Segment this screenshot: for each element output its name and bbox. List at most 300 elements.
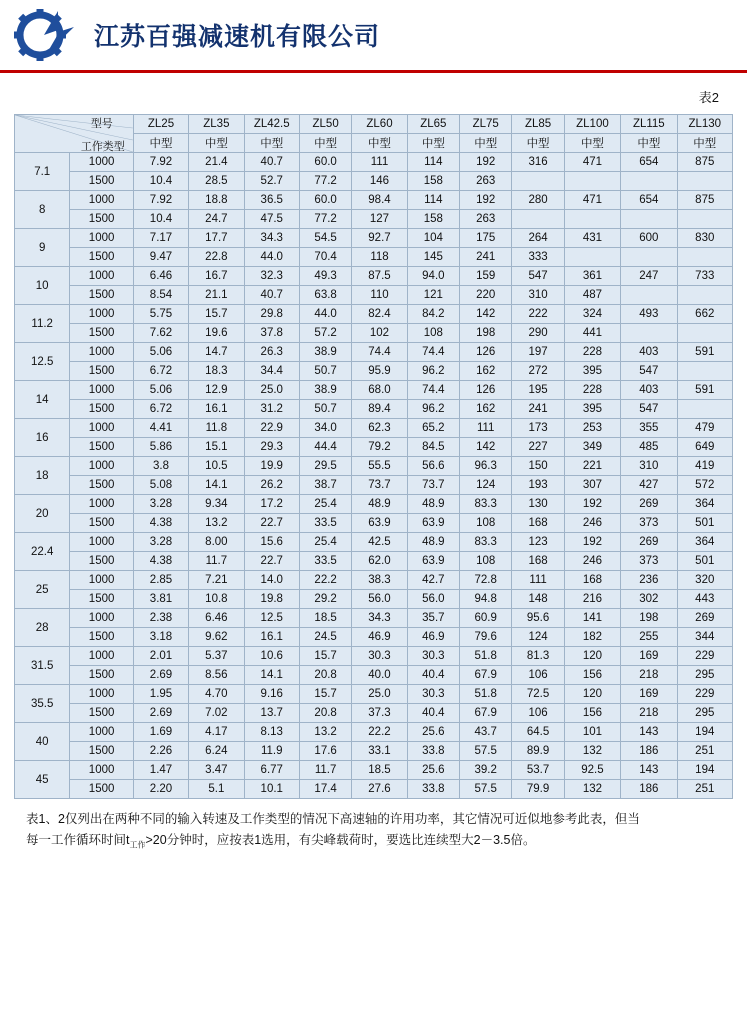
power-value-cell: 96.2 xyxy=(407,362,459,381)
table-container xyxy=(0,114,747,799)
power-value-cell: 220 xyxy=(460,286,512,305)
motor-speed-cell: 1500 xyxy=(70,590,133,609)
power-value-cell: 227 xyxy=(512,438,564,457)
power-value-cell: 46.9 xyxy=(407,628,459,647)
power-value-cell: 52.7 xyxy=(244,172,299,191)
power-value-cell: 53.7 xyxy=(512,761,564,780)
power-value-cell: 471 xyxy=(564,153,620,172)
power-value-cell: 395 xyxy=(564,400,620,419)
power-value-cell: 22.2 xyxy=(299,571,351,590)
power-value-cell: 443 xyxy=(677,590,732,609)
power-value-cell: 38.3 xyxy=(352,571,407,590)
table-row xyxy=(15,666,733,685)
power-value-cell: 173 xyxy=(512,419,564,438)
power-value-cell: 320 xyxy=(677,571,732,590)
power-value-cell: 11.7 xyxy=(189,552,244,571)
power-value-cell: 141 xyxy=(564,609,620,628)
power-value-cell: 221 xyxy=(564,457,620,476)
power-value-cell: 13.2 xyxy=(189,514,244,533)
power-value-cell: 2.38 xyxy=(133,609,188,628)
power-value-cell: 130 xyxy=(512,495,564,514)
power-value-cell: 8.54 xyxy=(133,286,188,305)
power-value-cell: 19.6 xyxy=(189,324,244,343)
power-value-cell: 5.1 xyxy=(189,780,244,799)
power-value-cell: 241 xyxy=(512,400,564,419)
power-value-cell xyxy=(564,172,620,191)
power-value-cell xyxy=(512,210,564,229)
motor-speed-cell: 1000 xyxy=(70,191,133,210)
power-value-cell xyxy=(677,172,732,191)
power-value-cell: 591 xyxy=(677,381,732,400)
power-value-cell: 272 xyxy=(512,362,564,381)
table-row xyxy=(15,476,733,495)
power-value-cell: 168 xyxy=(512,514,564,533)
power-value-cell: 14.1 xyxy=(244,666,299,685)
power-value-cell: 156 xyxy=(564,704,620,723)
power-value-cell: 17.6 xyxy=(299,742,351,761)
power-value-cell: 123 xyxy=(512,533,564,552)
power-value-cell: 42.7 xyxy=(407,571,459,590)
power-value-cell: 145 xyxy=(407,248,459,267)
table-row xyxy=(15,381,733,400)
power-value-cell: 108 xyxy=(407,324,459,343)
table-row xyxy=(15,438,733,457)
power-value-cell: 17.7 xyxy=(189,229,244,248)
motor-speed-cell: 1000 xyxy=(70,457,133,476)
power-value-cell: 26.2 xyxy=(244,476,299,495)
motor-speed-cell: 1500 xyxy=(70,552,133,571)
power-value-cell: 55.5 xyxy=(352,457,407,476)
power-value-cell: 479 xyxy=(677,419,732,438)
power-value-cell: 419 xyxy=(677,457,732,476)
page-header xyxy=(0,0,747,70)
motor-speed-cell: 1500 xyxy=(70,476,133,495)
power-value-cell: 25.4 xyxy=(299,533,351,552)
power-value-cell: 22.2 xyxy=(352,723,407,742)
power-value-cell: 21.4 xyxy=(189,153,244,172)
power-value-cell xyxy=(677,362,732,381)
power-value-cell: 15.7 xyxy=(299,647,351,666)
power-value-cell: 175 xyxy=(460,229,512,248)
table-row xyxy=(15,324,733,343)
power-value-cell: 2.85 xyxy=(133,571,188,590)
power-value-cell: 19.9 xyxy=(244,457,299,476)
power-value-cell: 34.0 xyxy=(299,419,351,438)
power-value-cell: 49.3 xyxy=(299,267,351,286)
power-value-cell: 269 xyxy=(621,533,677,552)
model-header: ZL25 xyxy=(133,115,188,134)
power-value-cell: 44.4 xyxy=(299,438,351,457)
motor-speed-cell: 1000 xyxy=(70,305,133,324)
power-value-cell: 101 xyxy=(564,723,620,742)
gear-star-logo xyxy=(14,9,80,61)
power-value-cell: 89.9 xyxy=(512,742,564,761)
power-value-cell: 38.9 xyxy=(299,381,351,400)
power-value-cell: 364 xyxy=(677,495,732,514)
power-value-cell: 169 xyxy=(621,685,677,704)
power-value-cell: 2.26 xyxy=(133,742,188,761)
power-value-cell: 40.7 xyxy=(244,286,299,305)
power-value-cell: 3.28 xyxy=(133,495,188,514)
work-type-header: 中型 xyxy=(621,134,677,153)
power-value-cell: 5.06 xyxy=(133,381,188,400)
power-value-cell: 280 xyxy=(512,191,564,210)
power-value-cell: 591 xyxy=(677,343,732,362)
power-value-cell: 40.4 xyxy=(407,704,459,723)
power-value-cell: 16.7 xyxy=(189,267,244,286)
power-value-cell: 67.9 xyxy=(460,666,512,685)
power-value-cell: 22.9 xyxy=(244,419,299,438)
power-value-cell: 12.9 xyxy=(189,381,244,400)
power-value-cell: 662 xyxy=(677,305,732,324)
model-header: ZL115 xyxy=(621,115,677,134)
power-value-cell: 159 xyxy=(460,267,512,286)
power-value-cell: 5.37 xyxy=(189,647,244,666)
work-type-header: 中型 xyxy=(564,134,620,153)
power-value-cell: 95.6 xyxy=(512,609,564,628)
power-value-cell: 44.0 xyxy=(244,248,299,267)
power-value-cell: 24.7 xyxy=(189,210,244,229)
power-value-cell: 333 xyxy=(512,248,564,267)
power-value-cell: 162 xyxy=(460,400,512,419)
motor-speed-cell: 1500 xyxy=(70,666,133,685)
motor-speed-cell: 1500 xyxy=(70,780,133,799)
power-value-cell: 290 xyxy=(512,324,564,343)
power-value-cell: 126 xyxy=(460,343,512,362)
power-value-cell: 60.0 xyxy=(299,191,351,210)
power-value-cell: 8.56 xyxy=(189,666,244,685)
power-value-cell: 355 xyxy=(621,419,677,438)
ratio-cell: 16 xyxy=(15,419,70,457)
power-value-cell: 6.46 xyxy=(189,609,244,628)
power-value-cell: 4.17 xyxy=(189,723,244,742)
power-value-cell: 143 xyxy=(621,761,677,780)
power-value-cell: 4.70 xyxy=(189,685,244,704)
model-header: ZL50 xyxy=(299,115,351,134)
power-value-cell: 46.9 xyxy=(352,628,407,647)
power-value-cell: 96.3 xyxy=(460,457,512,476)
power-value-cell: 255 xyxy=(621,628,677,647)
power-value-cell: 17.2 xyxy=(244,495,299,514)
power-value-cell: 10.5 xyxy=(189,457,244,476)
power-value-cell xyxy=(677,286,732,305)
model-header: ZL35 xyxy=(189,115,244,134)
power-value-cell: 57.2 xyxy=(299,324,351,343)
power-value-cell: 38.9 xyxy=(299,343,351,362)
power-value-cell: 251 xyxy=(677,780,732,799)
power-value-cell: 14.0 xyxy=(244,571,299,590)
power-value-cell: 50.7 xyxy=(299,400,351,419)
power-value-cell: 229 xyxy=(677,685,732,704)
motor-speed-cell: 1000 xyxy=(70,609,133,628)
power-value-cell: 198 xyxy=(460,324,512,343)
ratio-cell: 14 xyxy=(15,381,70,419)
power-value-cell: 57.5 xyxy=(460,780,512,799)
power-value-cell: 142 xyxy=(460,305,512,324)
power-value-cell: 547 xyxy=(512,267,564,286)
motor-speed-cell: 1000 xyxy=(70,419,133,438)
power-value-cell: 132 xyxy=(564,742,620,761)
power-value-cell: 269 xyxy=(621,495,677,514)
power-value-cell: 186 xyxy=(621,780,677,799)
power-value-cell: 81.3 xyxy=(512,647,564,666)
table-row xyxy=(15,533,733,552)
power-value-cell: 36.5 xyxy=(244,191,299,210)
power-value-cell: 94.0 xyxy=(407,267,459,286)
motor-speed-cell: 1500 xyxy=(70,172,133,191)
table-row xyxy=(15,742,733,761)
motor-speed-cell: 1000 xyxy=(70,153,133,172)
work-type-header: 中型 xyxy=(189,134,244,153)
power-value-cell: 34.3 xyxy=(352,609,407,628)
table-row xyxy=(15,552,733,571)
power-value-cell: 193 xyxy=(512,476,564,495)
power-value-cell: 1.47 xyxy=(133,761,188,780)
power-value-cell xyxy=(512,172,564,191)
table-body xyxy=(15,115,733,799)
power-value-cell: 7.02 xyxy=(189,704,244,723)
power-value-cell: 11.8 xyxy=(189,419,244,438)
table-row xyxy=(15,571,733,590)
power-value-cell: 68.0 xyxy=(352,381,407,400)
power-value-cell: 361 xyxy=(564,267,620,286)
power-value-cell: 10.1 xyxy=(244,780,299,799)
power-value-cell: 95.9 xyxy=(352,362,407,381)
power-value-cell: 102 xyxy=(352,324,407,343)
power-value-cell: 9.16 xyxy=(244,685,299,704)
power-value-cell: 25.6 xyxy=(407,723,459,742)
power-value-cell: 5.86 xyxy=(133,438,188,457)
power-value-cell: 72.8 xyxy=(460,571,512,590)
power-value-cell: 6.72 xyxy=(133,362,188,381)
power-value-cell: 114 xyxy=(407,153,459,172)
power-value-cell: 21.1 xyxy=(189,286,244,305)
power-value-cell: 120 xyxy=(564,647,620,666)
table-row xyxy=(15,153,733,172)
power-value-cell: 316 xyxy=(512,153,564,172)
power-value-cell: 441 xyxy=(564,324,620,343)
table-header-models xyxy=(15,115,733,134)
table-row xyxy=(15,704,733,723)
power-value-cell: 4.38 xyxy=(133,552,188,571)
power-value-cell: 10.6 xyxy=(244,647,299,666)
power-value-cell: 62.3 xyxy=(352,419,407,438)
power-value-cell: 51.8 xyxy=(460,685,512,704)
table-row xyxy=(15,590,733,609)
power-value-cell: 28.5 xyxy=(189,172,244,191)
power-value-cell: 246 xyxy=(564,552,620,571)
power-value-cell: 9.47 xyxy=(133,248,188,267)
power-value-cell: 2.01 xyxy=(133,647,188,666)
power-value-cell: 57.5 xyxy=(460,742,512,761)
table-row xyxy=(15,305,733,324)
power-value-cell: 111 xyxy=(352,153,407,172)
model-header: ZL100 xyxy=(564,115,620,134)
power-value-cell: 25.6 xyxy=(407,761,459,780)
ratio-cell: 28 xyxy=(15,609,70,647)
power-value-cell: 192 xyxy=(564,533,620,552)
power-value-cell: 33.5 xyxy=(299,552,351,571)
power-value-cell: 395 xyxy=(564,362,620,381)
power-value-cell: 228 xyxy=(564,343,620,362)
power-value-cell: 39.2 xyxy=(460,761,512,780)
power-value-cell: 37.8 xyxy=(244,324,299,343)
power-value-cell: 654 xyxy=(621,153,677,172)
model-header: ZL60 xyxy=(352,115,407,134)
power-value-cell: 236 xyxy=(621,571,677,590)
power-value-cell: 7.92 xyxy=(133,191,188,210)
footnote-line-1: 表1、2仅列出在两种不同的输入转速及工作类型的情况下高速轴的许用功率，其它情况可近似地参考此表，但当 xyxy=(26,812,640,826)
power-value-cell xyxy=(621,324,677,343)
work-type-header: 中型 xyxy=(352,134,407,153)
power-value-cell: 31.2 xyxy=(244,400,299,419)
ratio-cell: 10 xyxy=(15,267,70,305)
power-value-cell: 56.0 xyxy=(407,590,459,609)
power-value-cell: 222 xyxy=(512,305,564,324)
power-value-cell: 6.24 xyxy=(189,742,244,761)
power-value-cell: 269 xyxy=(677,609,732,628)
power-value-cell: 344 xyxy=(677,628,732,647)
power-value-cell: 114 xyxy=(407,191,459,210)
motor-speed-cell: 1000 xyxy=(70,343,133,362)
power-value-cell xyxy=(621,172,677,191)
power-value-cell: 7.21 xyxy=(189,571,244,590)
power-value-cell: 124 xyxy=(512,628,564,647)
corner-label-model: 型号 xyxy=(90,118,113,130)
power-value-cell: 471 xyxy=(564,191,620,210)
table-row xyxy=(15,609,733,628)
power-value-cell: 43.7 xyxy=(460,723,512,742)
power-value-cell xyxy=(621,286,677,305)
work-type-header: 中型 xyxy=(460,134,512,153)
power-value-cell: 4.41 xyxy=(133,419,188,438)
power-value-cell: 18.5 xyxy=(299,609,351,628)
power-value-cell: 32.3 xyxy=(244,267,299,286)
power-value-cell: 6.77 xyxy=(244,761,299,780)
power-value-cell: 403 xyxy=(621,381,677,400)
power-value-cell: 13.7 xyxy=(244,704,299,723)
power-value-cell: 33.8 xyxy=(407,742,459,761)
model-header: ZL130 xyxy=(677,115,732,134)
power-value-cell: 111 xyxy=(512,571,564,590)
power-value-cell: 42.5 xyxy=(352,533,407,552)
power-value-cell: 25.4 xyxy=(299,495,351,514)
model-header: ZL85 xyxy=(512,115,564,134)
power-value-cell: 127 xyxy=(352,210,407,229)
power-value-cell: 168 xyxy=(512,552,564,571)
motor-speed-cell: 1500 xyxy=(70,704,133,723)
power-value-cell: 142 xyxy=(460,438,512,457)
power-value-cell: 10.4 xyxy=(133,210,188,229)
power-value-cell: 54.5 xyxy=(299,229,351,248)
power-value-cell xyxy=(677,210,732,229)
power-value-cell: 73.7 xyxy=(407,476,459,495)
power-value-cell: 9.62 xyxy=(189,628,244,647)
power-value-cell: 60.9 xyxy=(460,609,512,628)
power-value-cell: 51.8 xyxy=(460,647,512,666)
power-value-cell: 9.34 xyxy=(189,495,244,514)
ratio-cell: 45 xyxy=(15,761,70,799)
power-value-cell xyxy=(677,400,732,419)
power-value-cell: 192 xyxy=(460,191,512,210)
power-value-cell: 194 xyxy=(677,761,732,780)
power-value-cell: 22.8 xyxy=(189,248,244,267)
power-value-cell: 733 xyxy=(677,267,732,286)
power-value-cell: 830 xyxy=(677,229,732,248)
power-value-cell: 13.2 xyxy=(299,723,351,742)
power-value-cell: 15.1 xyxy=(189,438,244,457)
power-value-cell: 74.4 xyxy=(407,381,459,400)
power-value-cell: 501 xyxy=(677,552,732,571)
power-value-cell: 6.46 xyxy=(133,267,188,286)
power-value-cell: 20.8 xyxy=(299,666,351,685)
power-value-cell: 44.0 xyxy=(299,305,351,324)
table-row xyxy=(15,495,733,514)
motor-speed-cell: 1000 xyxy=(70,723,133,742)
power-value-cell: 17.4 xyxy=(299,780,351,799)
power-value-cell: 124 xyxy=(460,476,512,495)
power-value-cell: 120 xyxy=(564,685,620,704)
table-label: 表2 xyxy=(698,90,719,105)
power-value-cell: 38.7 xyxy=(299,476,351,495)
motor-speed-cell: 1000 xyxy=(70,495,133,514)
power-value-cell: 40.7 xyxy=(244,153,299,172)
ratio-cell: 20 xyxy=(15,495,70,533)
power-value-cell: 108 xyxy=(460,552,512,571)
power-value-cell: 18.5 xyxy=(352,761,407,780)
power-value-cell: 5.75 xyxy=(133,305,188,324)
power-value-cell: 246 xyxy=(564,514,620,533)
power-value-cell: 251 xyxy=(677,742,732,761)
power-value-cell: 324 xyxy=(564,305,620,324)
work-type-header: 中型 xyxy=(244,134,299,153)
power-value-cell: 18.8 xyxy=(189,191,244,210)
power-value-cell: 94.8 xyxy=(460,590,512,609)
power-value-cell: 264 xyxy=(512,229,564,248)
table-row xyxy=(15,191,733,210)
motor-speed-cell: 1000 xyxy=(70,761,133,780)
table-row xyxy=(15,229,733,248)
work-type-header: 中型 xyxy=(133,134,188,153)
power-value-cell: 11.9 xyxy=(244,742,299,761)
power-value-cell: 192 xyxy=(564,495,620,514)
power-value-cell: 70.4 xyxy=(299,248,351,267)
table-row xyxy=(15,761,733,780)
power-value-cell: 150 xyxy=(512,457,564,476)
power-value-cell: 2.69 xyxy=(133,666,188,685)
power-value-cell: 156 xyxy=(564,666,620,685)
power-value-cell: 34.3 xyxy=(244,229,299,248)
power-value-cell: 35.7 xyxy=(407,609,459,628)
power-value-cell: 15.6 xyxy=(244,533,299,552)
power-value-cell: 253 xyxy=(564,419,620,438)
work-type-header: 中型 xyxy=(299,134,351,153)
power-value-cell: 263 xyxy=(460,210,512,229)
power-value-cell: 72.5 xyxy=(512,685,564,704)
power-value-cell: 126 xyxy=(460,381,512,400)
power-value-cell: 65.2 xyxy=(407,419,459,438)
table-row xyxy=(15,248,733,267)
power-value-cell: 349 xyxy=(564,438,620,457)
power-value-cell: 40.4 xyxy=(407,666,459,685)
power-value-cell: 29.3 xyxy=(244,438,299,457)
power-value-cell: 83.3 xyxy=(460,495,512,514)
power-value-cell: 25.0 xyxy=(352,685,407,704)
power-value-cell: 875 xyxy=(677,191,732,210)
power-value-cell: 295 xyxy=(677,704,732,723)
power-value-cell: 84.2 xyxy=(407,305,459,324)
footnote-subscript: 工作 xyxy=(129,840,146,850)
